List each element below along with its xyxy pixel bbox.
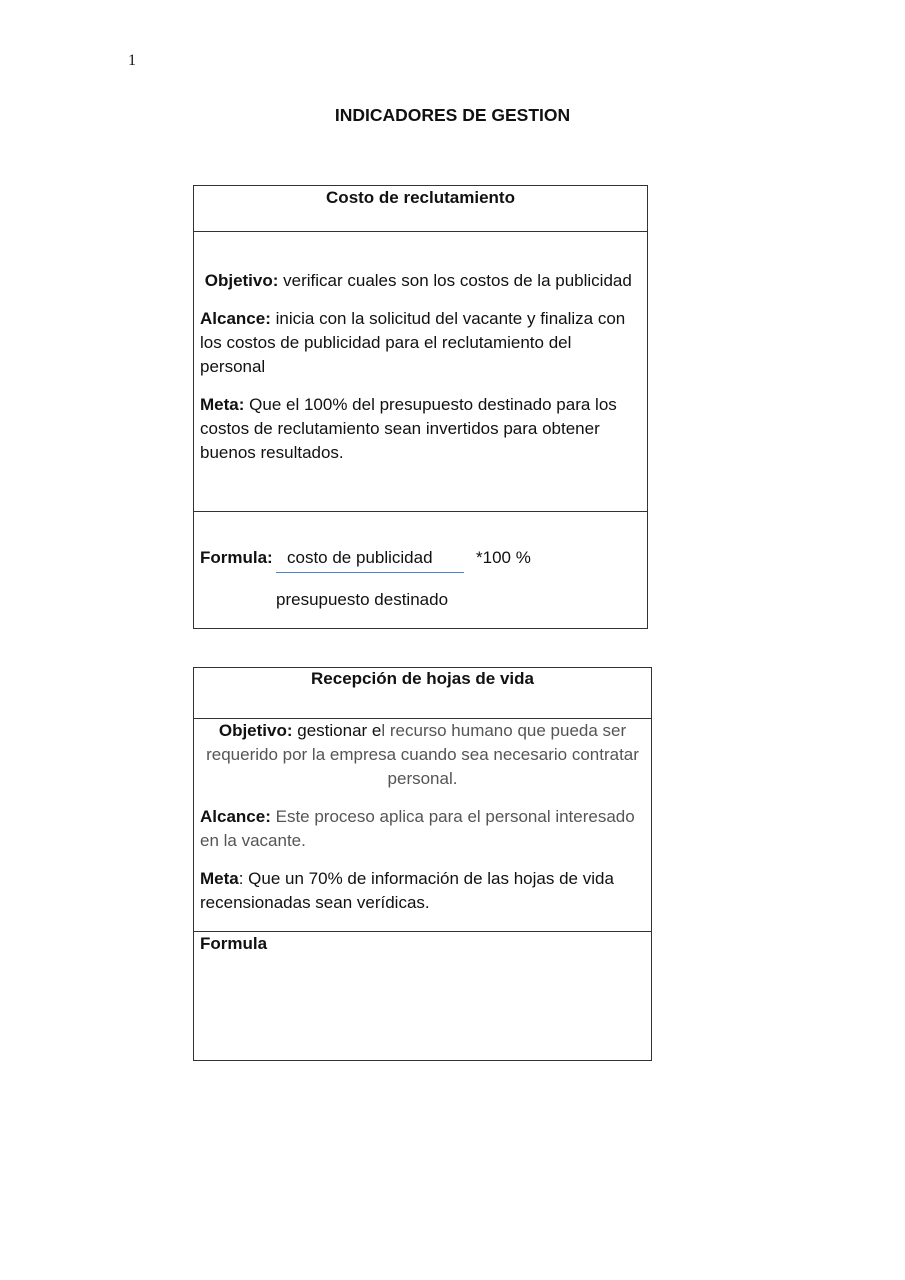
page-number: 1 [128,52,136,69]
alcance-text: Este proceso aplica para el personal interesado en la vacante. [200,807,635,850]
objetivo-field [200,269,641,293]
card-title: Costo de reclutamiento [194,186,647,232]
formula-section [194,512,647,628]
objetivo-text-start: gestionar e [297,721,382,740]
card-title: Recepción de hojas de vida [194,668,651,719]
objetivo-text: verificar cuales son los costos de la publicidad [283,271,632,290]
formula-label: Formula: [200,548,273,567]
alcance-text: inicia con la solicitud del vacante y finaliza con los costos de publicidad para el reclutamiento del personal [200,309,626,376]
formula-label: Formula [200,934,268,953]
alcance-field [200,805,645,853]
meta-text: Que el 100% del presupuesto destinado para los costos de reclutamiento sean invertidos para obtener buenos resultados. [200,395,617,462]
indicator-card-recruitment-cost [193,185,648,629]
meta-label: Meta: [200,395,245,414]
objetivo-label: Objetivo: [204,271,279,290]
indicator-card-cv-reception [193,667,652,1061]
fraction-line [276,572,464,573]
document-title: INDICADORES DE GESTION [334,105,571,125]
meta-field [200,867,645,915]
alcance-field [200,307,641,379]
formula-numerator: costo de publicidad [287,548,433,567]
card-body [194,719,651,932]
meta-label: Meta [200,869,239,888]
objetivo-field [200,719,645,791]
meta-field [200,393,641,465]
alcance-label: Alcance: [200,309,271,328]
objetivo-text-rest: l recurso humano que pueda ser requerido por la empresa cuando sea necesario contratar personal. [206,721,639,788]
card-body [194,232,647,512]
objetivo-label: Objetivo: [218,721,293,740]
formula-multiplier: *100 % [476,548,531,567]
meta-text: : Que un 70% de información de las hojas de vida recensionadas sean verídicas. [200,869,614,912]
formula-denominator: presupuesto destinado [276,590,449,609]
alcance-label: Alcance: [200,807,271,826]
